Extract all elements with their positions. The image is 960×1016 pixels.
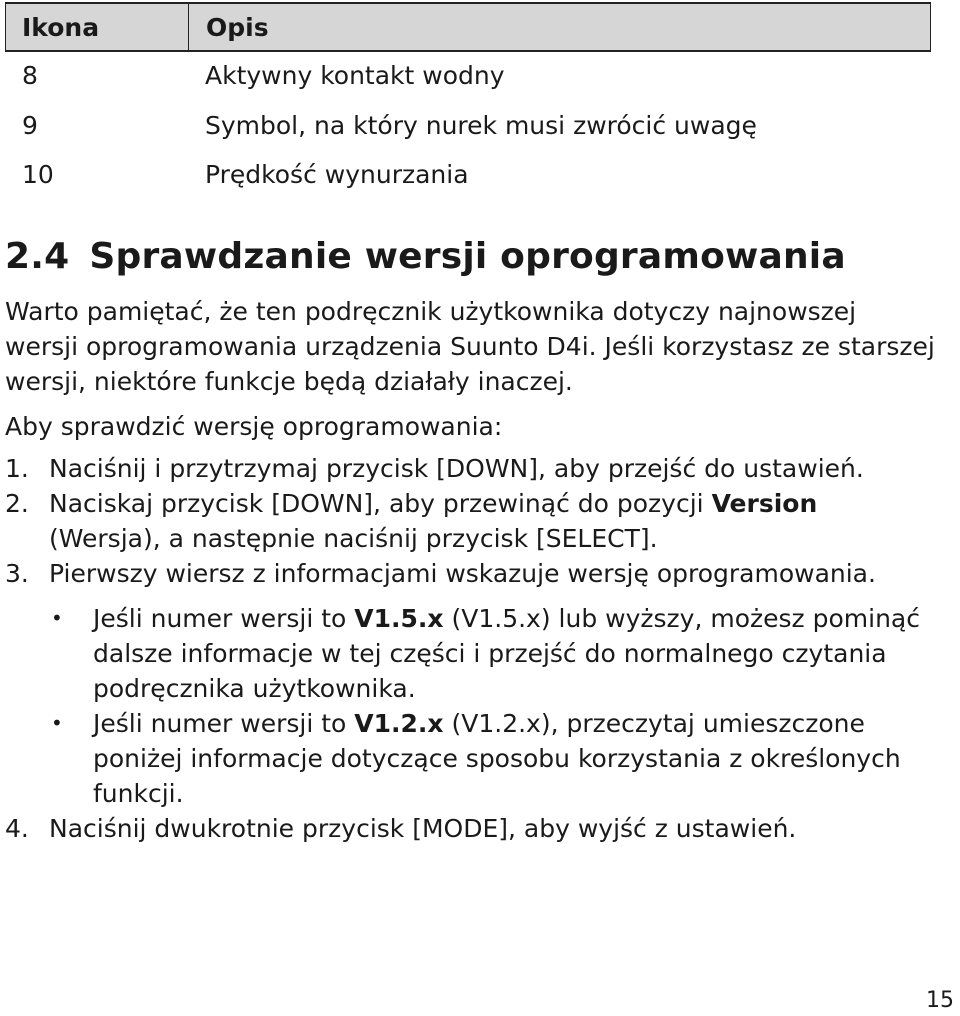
step-number: 4. bbox=[5, 814, 29, 843]
list-item bbox=[5, 486, 935, 556]
row-icon-number: 8 bbox=[22, 61, 38, 90]
bullet-text-pre: Jeśli numer wersji to bbox=[93, 604, 355, 633]
step-text: Pierwszy wiersz z informacjami wskazuje wersję oprogramowania. bbox=[49, 559, 876, 588]
step-text: Naciśnij i przytrzymaj przycisk [DOWN], aby przejść do ustawień. bbox=[49, 454, 864, 483]
step-text: Naciśnij dwukrotnie przycisk [MODE], aby wyjść z ustawień. bbox=[49, 814, 797, 843]
step-text-post: (Wersja), a następnie naciśnij przycisk [SELECT]. bbox=[49, 524, 658, 553]
step-text-bold: Version bbox=[711, 489, 818, 518]
table-header bbox=[5, 2, 931, 52]
row-description: Aktywny kontakt wodny bbox=[205, 61, 505, 90]
step-number: 1. bbox=[5, 454, 29, 483]
lead-paragraph: Aby sprawdzić wersję oprogramowania: bbox=[5, 412, 503, 441]
step-text-pre: Naciskaj przycisk [DOWN], aby przewinąć do pozycji bbox=[49, 489, 712, 518]
section-title: Sprawdzanie wersji oprogramowania bbox=[89, 236, 846, 277]
step-number: 2. bbox=[5, 489, 29, 518]
column-header-description: Opis bbox=[206, 13, 269, 42]
bullet-text-bold: V1.5.x bbox=[354, 604, 444, 633]
bullet-icon: • bbox=[51, 606, 63, 630]
row-description: Prędkość wynurzania bbox=[205, 160, 469, 189]
column-divider bbox=[188, 4, 189, 50]
column-header-icon: Ikona bbox=[22, 13, 100, 42]
list-item bbox=[5, 706, 935, 811]
list-item bbox=[5, 811, 935, 846]
intro-paragraph: Warto pamiętać, że ten podręcznik użytkownika dotyczy najnowszej wersji oprogramowania urządzenia Suunto D4i. Jeśli korzystasz ze starszej wersji, niektóre funkcje będą działały inaczej. bbox=[5, 297, 935, 396]
icon-description-table bbox=[5, 2, 931, 52]
row-icon-number: 9 bbox=[22, 111, 38, 140]
bullet-text-post: (V1.2.x), przeczytaj umieszczone poniżej informacje dotyczące sposobu korzystania z określonych funkcji. bbox=[93, 709, 901, 808]
bullet-text-pre: Jeśli numer wersji to bbox=[93, 709, 355, 738]
list-item bbox=[5, 601, 935, 706]
section-number: 2.4 bbox=[5, 236, 70, 277]
step-number: 3. bbox=[5, 559, 29, 588]
bullet-text-post: (V1.5.x) lub wyższy, możesz pominąć dalsze informacje w tej części i przejść do normalnego czytania podręcznika użytkownika. bbox=[93, 604, 920, 703]
bullet-icon: • bbox=[51, 711, 63, 735]
section-heading bbox=[5, 236, 846, 277]
list-item bbox=[5, 451, 935, 486]
list-item bbox=[5, 556, 935, 591]
row-icon-number: 10 bbox=[22, 160, 54, 189]
page-number: 15 bbox=[926, 988, 954, 1013]
row-description: Symbol, na który nurek musi zwrócić uwagę bbox=[205, 111, 757, 140]
steps-list bbox=[5, 451, 935, 846]
bullet-text-bold: V1.2.x bbox=[354, 709, 444, 738]
